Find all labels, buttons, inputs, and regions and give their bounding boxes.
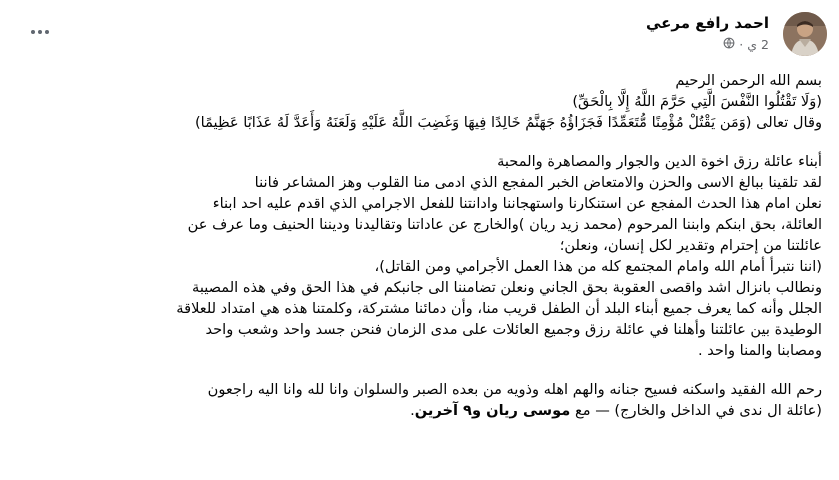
globe-icon [723, 37, 735, 52]
post-line: (اننا نتبرأ أمام الله وامام المجتمع كله من هذا العمل الأجرامي ومن القاتل)، [374, 258, 822, 275]
post-meta [723, 37, 769, 52]
post-line: وقال تعالى (وَمَن يَقْتُلْ مُؤْمِنًا مُّتَعَمِّدًا فَجَزَاؤُهُ جَهَنَّمُ خَالِدًا فِيهَا وَغَضِبَ اللَّهُ عَلَيْهِ وَلَعَنَهُ وَأَعَدَّ لَهُ عَذَابًا عَظِيمًا) [194, 114, 822, 131]
dot [31, 30, 35, 34]
post-line: نعلن امام هذا الحدث المفجع عن استنكارنا واستهجاننا وادانتنا للفعل الاجرامي الذي اقدم عليه احد ابناء [212, 195, 822, 212]
post-line: الوطيدة بين عائلتنا وأهلنا في عائلة رزق وجميع العائلات على مدى الزمان فنحن جسد واحد وشعب واحد [205, 321, 822, 338]
post-line: (وَلَا تَقْتُلُوا النَّفْسَ الَّتِي حَرَّمَ اللَّهُ إِلَّا بِالْحَقِّ) [572, 93, 822, 110]
post-line: بسم الله الرحمن الرحيم [675, 72, 822, 89]
signature-text: (عائلة ال ندى في الداخل والخارج) — مع [570, 402, 822, 419]
post-line: عائلتنا من إحترام وتقدير لكل إنسان، ونعلن؛ [559, 237, 822, 254]
dot [45, 30, 49, 34]
post-time[interactable]: 2 ي [747, 37, 769, 52]
post-line: ومصابنا والمنا واحد . [697, 342, 822, 359]
post-line: ونطالب بانزال اشد واقصى العقوبة بحق الجاني ونعلن تضامننا الى جانبكم في هذا الحق وفي هذه المصيبة [192, 279, 822, 296]
post-line: الجلل وأنه كما يعرف جميع أبناء البلد أن الطفل قريب منا، وأن دمائنا مشتركة، وكلمتنا هذه هي امتداد للعلاقة [176, 300, 822, 317]
dot [38, 30, 42, 34]
meta-separator: · [739, 37, 744, 52]
post-header [12, 12, 827, 64]
more-options-icon[interactable] [26, 22, 54, 42]
post-line: رحم الله الفقيد واسكنه فسيح جنانه والهم اهله وذويه من بعده الصبر والسلوان وانا لله وانا اليه راجعون [207, 381, 822, 398]
post-line: أبناء عائلة رزق اخوة الدين والجوار والمصاهرة والمحبة [497, 153, 822, 170]
post-line: لقد تلقينا ببالغ الاسى والحزن والامتعاض الخبر المفجع الذي ادمى منا القلوب وهز المشاعر فاننا [254, 174, 822, 191]
author-avatar[interactable] [783, 12, 827, 56]
tagged-people-link[interactable]: موسى ريان و٩ آخرين [414, 402, 571, 419]
post-line: العائلة، بحق ابنكم وابننا المرحوم (محمد زيد ريان )والخارج عن عاداتنا وتقاليدنا وديننا الحنيف وما عرف عن [187, 216, 822, 233]
post-author-name[interactable]: احمد رافع مرعي [645, 14, 769, 32]
signature-suffix: . [410, 402, 415, 419]
post-signature-line [10, 400, 822, 421]
post-text [10, 70, 822, 421]
avatar-photo-icon [783, 12, 827, 56]
